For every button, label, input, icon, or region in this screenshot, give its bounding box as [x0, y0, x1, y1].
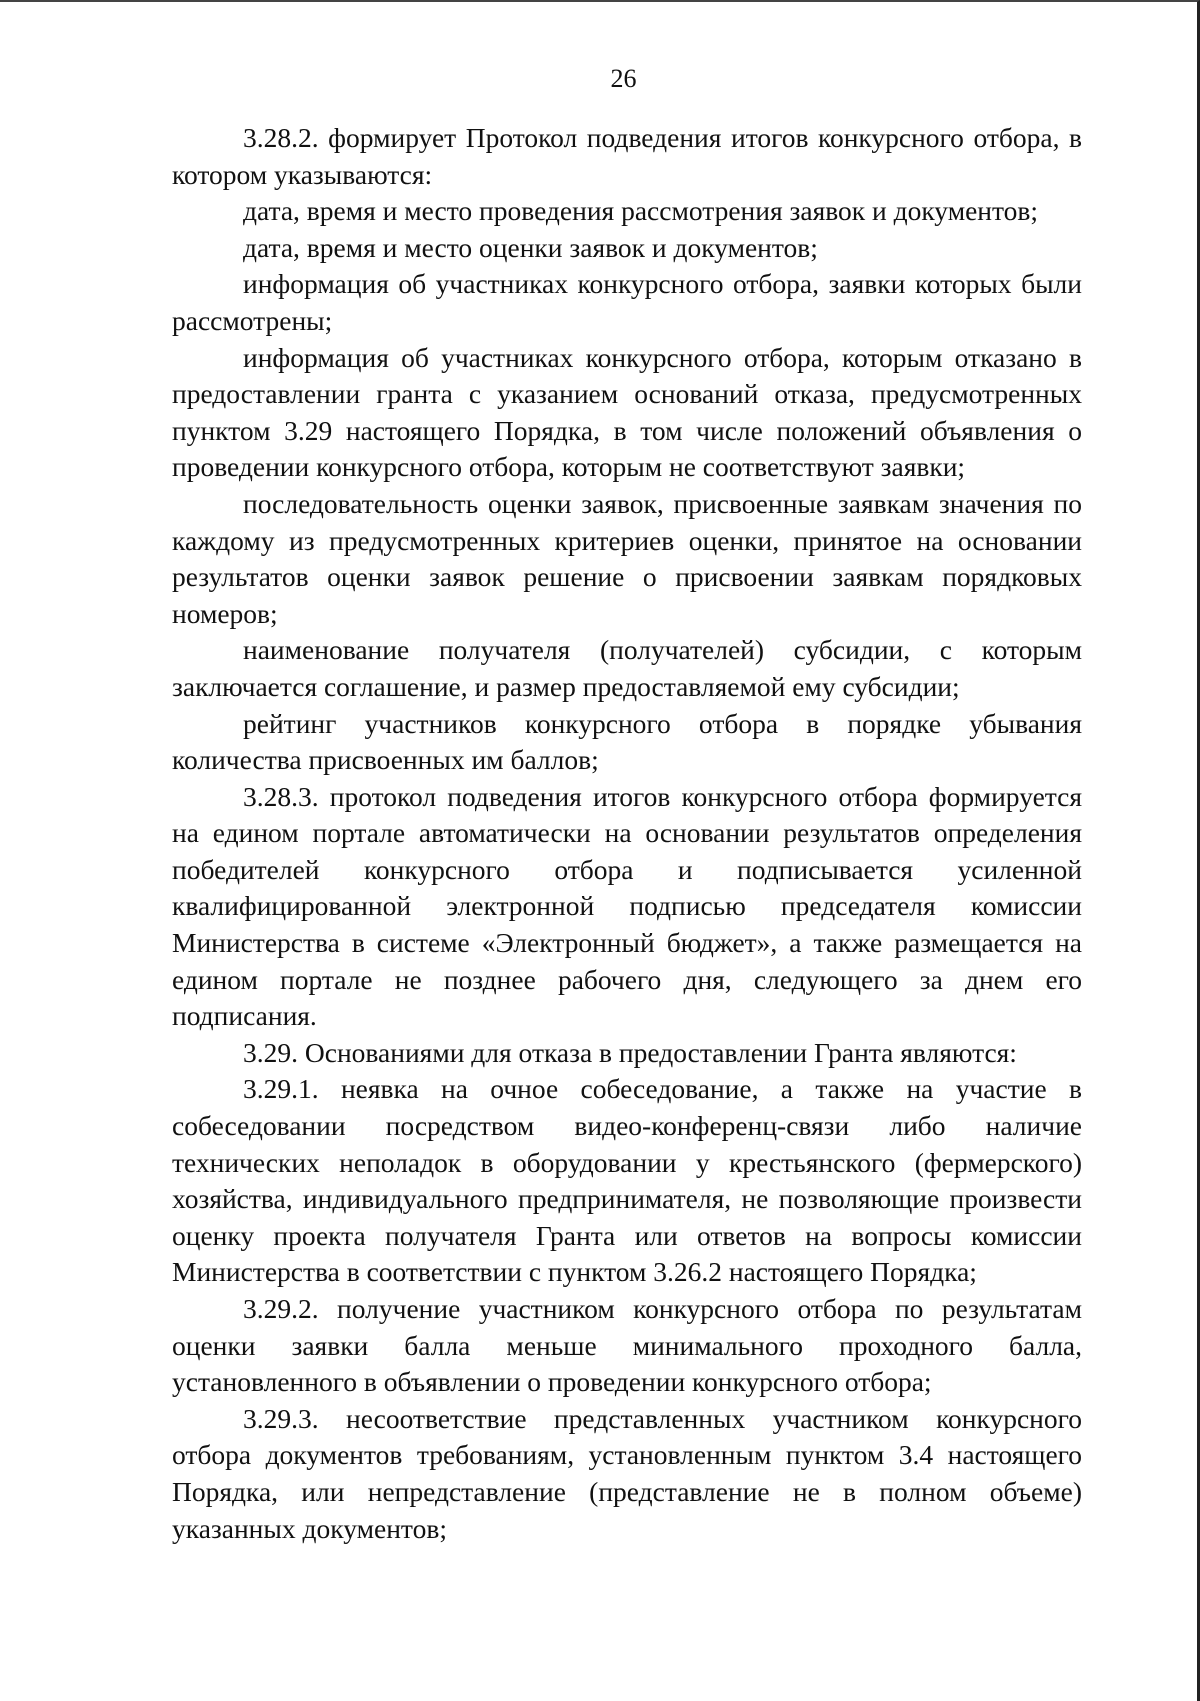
- paragraph: информация об участниках конкурсного отбора, заявки которых были рассмотрены;: [172, 268, 1082, 336]
- paragraph: 3.28.2. формирует Протокол подведения итогов конкурсного отбора, в котором указываются:: [172, 122, 1082, 190]
- paragraph: дата, время и место проведения рассмотрения заявок и документов;: [243, 195, 1039, 227]
- paragraph: последовательность оценки заявок, присвоенные заявкам значения по каждому из предусмотренных критериев оценки, принятое на основании результатов оценки заявок решение о присвоении заявкам порядковых номеров;: [172, 487, 1082, 629]
- paragraph: 3.28.3. протокол подведения итогов конкурсного отбора формируется на едином портале автоматически на основании результатов определения победителей конкурсного отбора и подписывается усиленной квалифицированной электронной подписью председателя комиссии Министерства в системе «Электронный бюджет», а также размещается на едином портале не позднее рабочего дня, следующего за днем его подписания.: [172, 780, 1082, 1032]
- page-number: 26: [610, 64, 637, 93]
- document-body: [172, 120, 1082, 1547]
- paragraph: рейтинг участников конкурсного отбора в порядке убывания количества присвоенных им баллов;: [172, 707, 1082, 776]
- paragraph: 3.29. Основаниями для отказа в предоставлении Гранта являются:: [243, 1036, 1017, 1068]
- paragraph: 3.29.1. неявка на очное собеседование, а также на участие в собеседовании посредством видео-конференц-связи либо наличие технических неполадок в оборудовании у крестьянского (фермерского) хозяйства, индивидуального предпринимателя, не позволяющие произвести оценку проекта получателя Гранта или ответов на вопросы комиссии Министерства в соответствии с пунктом 3.26.2 настоящего Порядка;: [172, 1073, 1082, 1288]
- paragraph: 3.29.2. получение участником конкурсного отбора по результатам оценки заявки балла меньше минимального проходного балла, установленного в объявлении о проведении конкурсного отбора;: [172, 1293, 1082, 1398]
- paragraph: 3.29.3. несоответствие представленных участником конкурсного отбора документов требованиям, установленным пунктом 3.4 настоящего Порядка, или непредставление (представление не в полном объеме) указанных документов;: [172, 1402, 1082, 1544]
- paragraph: наименование получателя (получателей) субсидии, с которым заключается соглашение, и размер предоставляемой ему субсидии;: [172, 634, 1082, 702]
- paragraph: дата, время и место оценки заявок и документов;: [243, 231, 818, 263]
- paragraph: информация об участниках конкурсного отбора, которым отказано в предоставлении гранта с указанием оснований отказа, предусмотренных пунктом 3.29 настоящего Порядка, в том числе положений объявления о проведении конкурсного отбора, которым не соответствуют заявки;: [172, 341, 1082, 483]
